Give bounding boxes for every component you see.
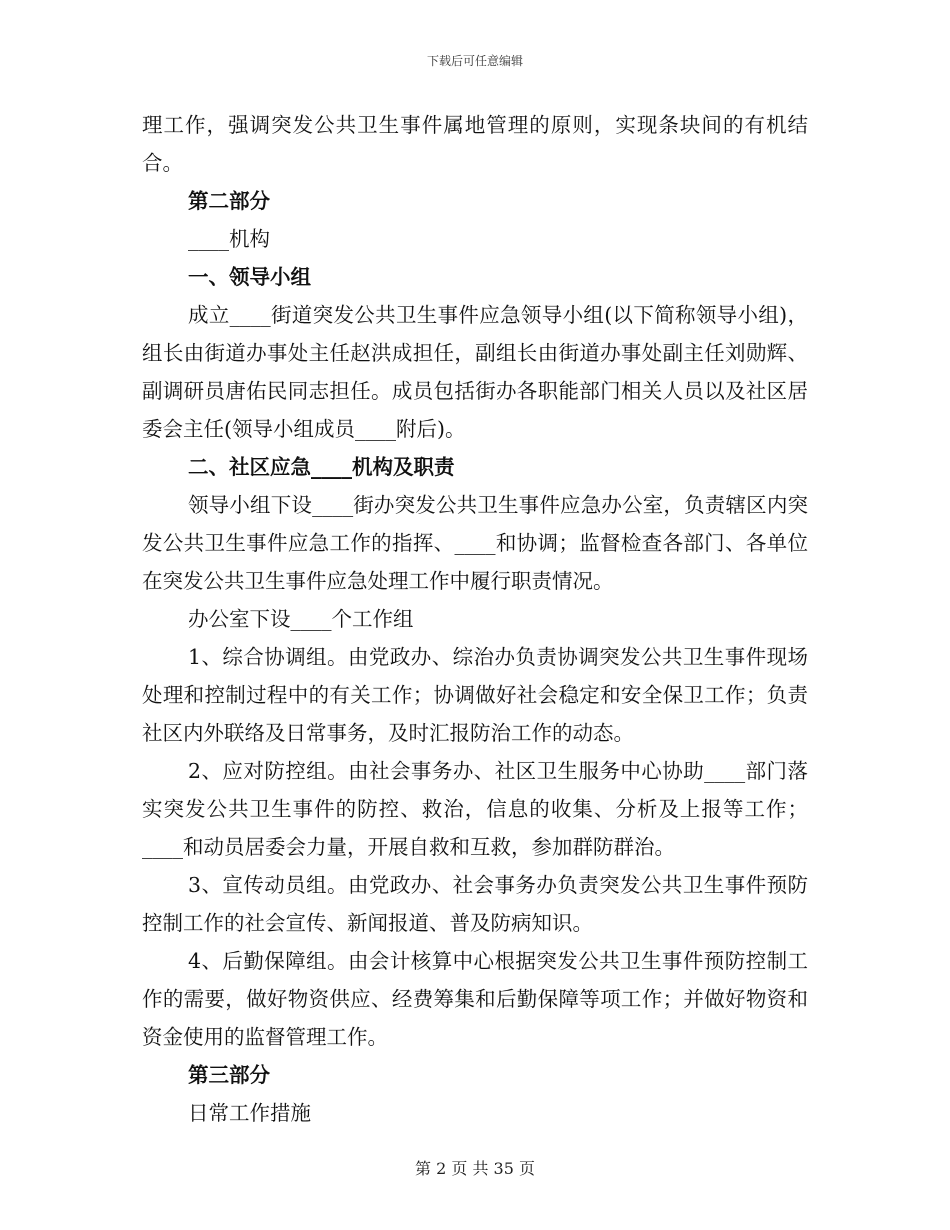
list-item-prevention-group: 2、应对防控组。由社会事务办、社区卫生服务中心协助____部门落实突发公共卫生事件的防控、救治，信息的收集、分析及上报等工作；____和动员居委会力量，开展自救和互救，参加群防群治。 [142,759,808,859]
paragraph-emergency-office: 领导小组下设____街办突发公共卫生事件应急办公室，负责辖区内突发公共卫生事件应急工作的指挥、____和协调；监督检查各部门、各单位在突发公共卫生事件应急处理工作中履行职责情况。 [142,493,808,593]
heading-community-emergency: 二、社区应急____机构及职责 [188,455,455,479]
paragraph-working-groups: 办公室下设____个工作组 [188,607,414,631]
list-item-publicity-group: 3、宣传动员组。由党政办、社会事务办负责突发公共卫生事件预防控制工作的社会宣传、新闻报道、普及防病知识。 [142,873,808,935]
heading-leading-group: 一、领导小组 [188,265,311,289]
page-footer: 第 2 页 共 35 页 [415,1159,535,1178]
subheading-daily-measures: 日常工作措施 [188,1101,311,1125]
section-heading-part-two: 第二部分 [188,189,270,213]
section-heading-part-three: 第三部分 [188,1063,270,1087]
paragraph-leading-group: 成立____街道突发公共卫生事件应急领导小组(以下简称领导小组)，组长由街道办事处主任赵洪成担任，副组长由街道办事处副主任刘勋辉、副调研员唐佑民同志担任。成员包括街办各职能部门相关人员以及社区居委会主任(领导小组成员____附后)。 [142,303,808,441]
subheading-organization: ____机构 [188,227,270,251]
document-body [142,106,808,1132]
page-header: 下载后可任意编辑 [426,54,523,68]
list-item-logistics-group: 4、后勤保障组。由会计核算中心根据突发公共卫生事件预防控制工作的需要，做好物资供应、经费筹集和后勤保障等项工作；并做好物资和资金使用的监督管理工作。 [142,949,808,1049]
list-item-coordination-group: 1、综合协调组。由党政办、综治办负责协调突发公共卫生事件现场处理和控制过程中的有关工作；协调做好社会稳定和安全保卫工作；负责社区内外联络及日常事务，及时汇报防治工作的动态。 [142,645,808,745]
paragraph-continuation: 理工作，强调突发公共卫生事件属地管理的原则，实现条块间的有机结合。 [142,113,808,175]
